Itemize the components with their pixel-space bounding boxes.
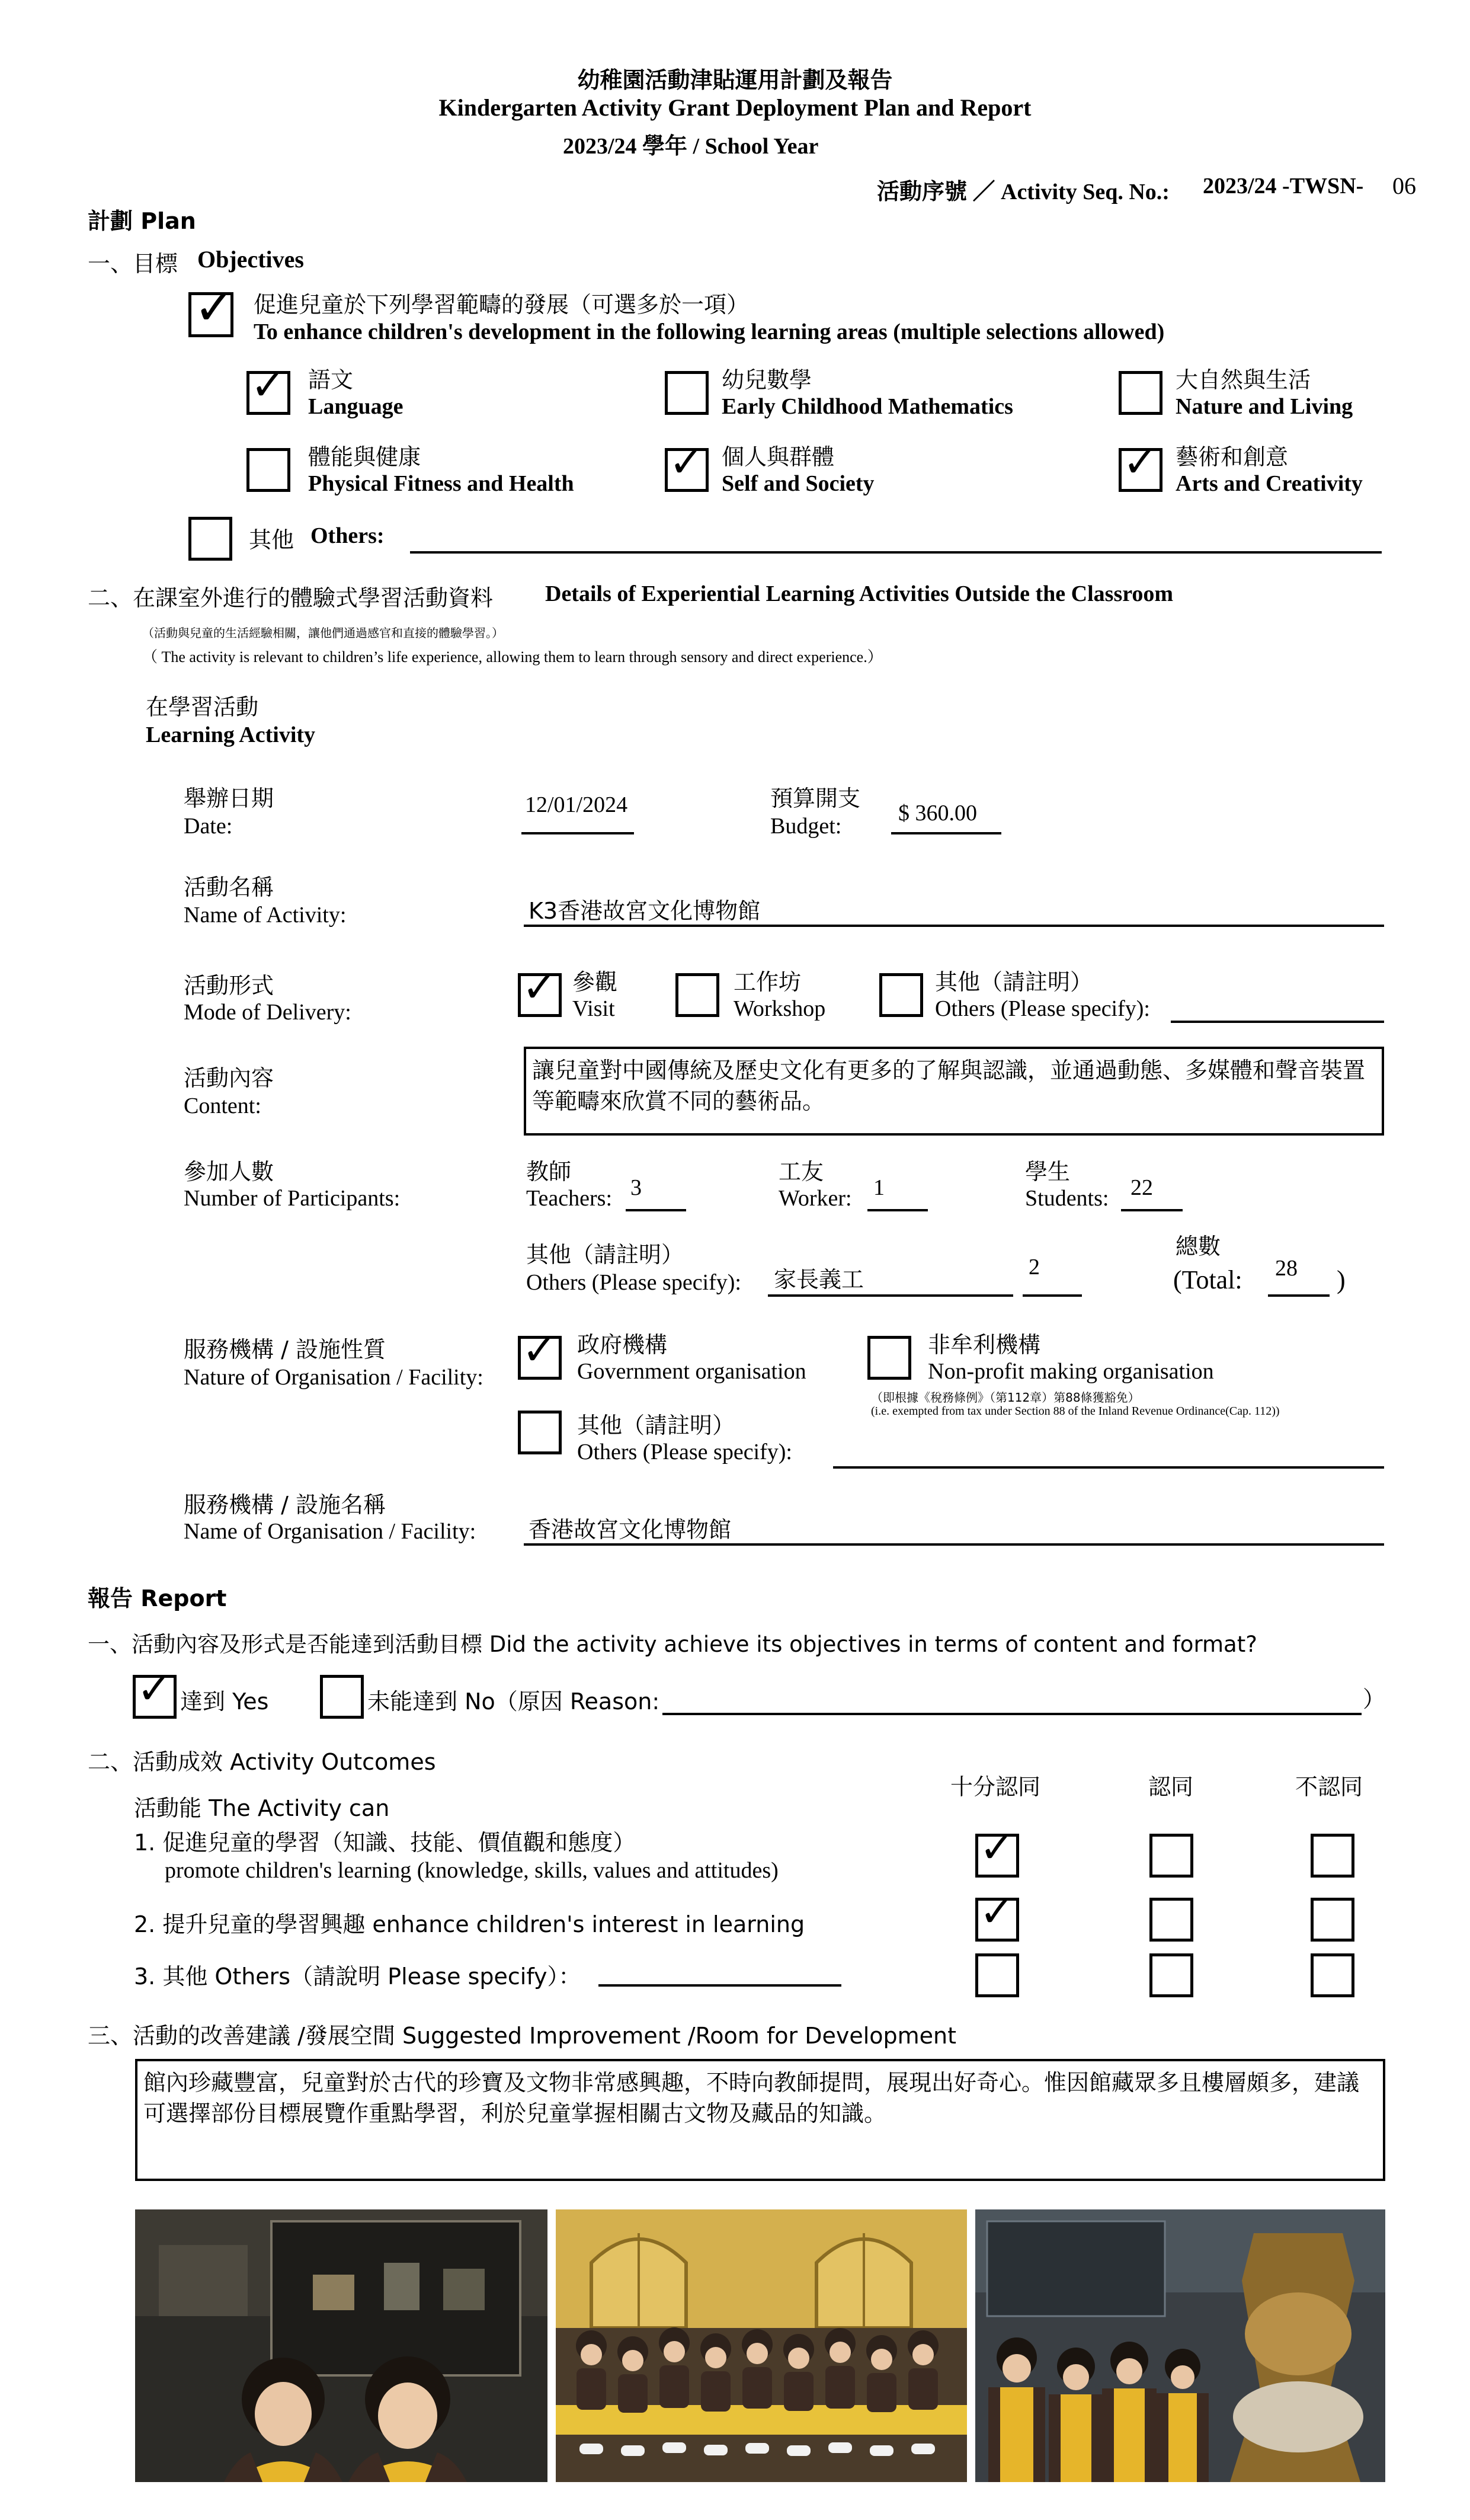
objectives-heading-zh: 一、目標	[88, 251, 178, 277]
achieve-no-checkbox[interactable]	[320, 1675, 364, 1719]
mode-workshop-zh: 工作坊	[734, 969, 802, 995]
mode-visit-zh: 參觀	[572, 969, 618, 995]
content-label-en: Content:	[184, 1093, 261, 1118]
achieve-no-label: 未能達到 No（原因 Reason:	[367, 1688, 660, 1715]
content-box[interactable]	[524, 1047, 1384, 1136]
teachers-label-en: Teachers:	[526, 1186, 613, 1211]
title-en: Kindergarten Activity Grant Deployment Plan and Report	[438, 94, 1032, 121]
details-note-zh: （活動與兒童的生活經驗相關，讓他們通過感官和直接的體驗學習。）	[142, 626, 504, 640]
npo-note-en: (i.e. exempted from tax under Section 88 of the Inland Revenue Ordinance(Cap. 112))	[871, 1405, 1280, 1418]
details-heading-zh: 二、在課室外進行的體驗式學習活動資料	[88, 585, 494, 611]
date-line	[521, 832, 634, 834]
area-math-checkbox[interactable]	[665, 371, 709, 415]
area-nature-checkbox[interactable]	[1119, 371, 1162, 415]
worker-line	[867, 1209, 928, 1211]
col-strongly-agree: 十分認同	[950, 1774, 1041, 1800]
mode-others-line[interactable]	[1171, 1021, 1384, 1023]
nature-label-zh: 服務機構 / 設施性質	[184, 1336, 386, 1363]
mode-visit-en: Visit	[572, 996, 615, 1021]
npo-note-zh: （即根據《稅務條例》（第112章）第88條獲豁免）	[871, 1390, 1140, 1405]
other-org-zh: 其他（請註明）	[577, 1412, 735, 1438]
achieve-yes-checkbox[interactable]	[133, 1665, 177, 1719]
outcome-2-strongly-agree[interactable]	[975, 1888, 1019, 1942]
others-participants-line	[1023, 1294, 1082, 1297]
outcome-1-disagree[interactable]	[1311, 1834, 1354, 1878]
outcomes-heading: 二、活動成效 Activity Outcomes	[88, 1749, 436, 1775]
outcome-3-strongly-agree[interactable]	[975, 1953, 1019, 1997]
check-mark-icon: ✓	[979, 1824, 1014, 1872]
photo-children-with-artifact	[975, 2209, 1385, 2482]
activity-seq-prefix: 2023/24 -TWSN-	[1203, 174, 1364, 199]
mode-visit-checkbox[interactable]	[518, 963, 562, 1017]
main-objective-checkbox[interactable]	[188, 278, 236, 337]
area-society-checkbox[interactable]	[665, 438, 709, 492]
outcome-3-specify-line[interactable]	[598, 1984, 841, 1987]
total-line	[1268, 1294, 1330, 1297]
total-value[interactable]: 28	[1275, 1256, 1298, 1281]
mode-workshop-en: Workshop	[734, 996, 826, 1021]
activity-can-label: 活動能 The Activity can	[134, 1795, 390, 1821]
mode-workshop-checkbox[interactable]	[675, 973, 719, 1017]
reason-close-paren: ）	[1363, 1686, 1386, 1712]
report-heading: 報告 Report	[88, 1585, 227, 1611]
photo-3-illustration	[975, 2209, 1385, 2482]
total-label-zh: 總數	[1176, 1233, 1221, 1259]
objective-others-line[interactable]	[410, 551, 1382, 554]
other-org-checkbox[interactable]	[518, 1411, 562, 1454]
area-arts-checkbox[interactable]	[1119, 438, 1162, 492]
worker-label-zh: 工友	[779, 1159, 824, 1185]
mode-others-zh: 其他（請註明）	[935, 969, 1093, 995]
check-mark-icon: ✓	[137, 1665, 172, 1713]
main-objective-zh: 促進兒童於下列學習範疇的發展（可選多於一項）	[254, 292, 750, 318]
title-zh: 幼稚園活動津貼運用計劃及報告	[577, 67, 893, 93]
main-objective-en: To enhance children's development in the following learning areas (multiple selections allowed)	[254, 319, 1165, 344]
area-language-zh: 語文	[308, 367, 354, 393]
area-nature-en: Nature and Living	[1176, 394, 1353, 419]
learning-activity-zh: 在學習活動	[146, 694, 259, 720]
content-value: 讓兒童對中國傳統及歷史文化有更多的了解與認識，並通過動態、多媒體和聲音裝置等範疇來欣賞不同的藝術品。	[532, 1057, 1366, 1114]
improvement-heading: 三、活動的改善建議 /發展空間 Suggested Improvement /Room for Development	[88, 2023, 957, 2049]
photo-two-girls-at-exhibit	[135, 2209, 547, 2482]
mode-label-en: Mode of Delivery:	[184, 1000, 351, 1025]
org-name-label-en: Name of Organisation / Facility:	[184, 1519, 476, 1544]
area-language-checkbox[interactable]	[246, 361, 290, 415]
mode-others-en: Others (Please specify):	[935, 996, 1150, 1021]
outcome-1-agree[interactable]	[1149, 1834, 1193, 1878]
activity-name-label-zh: 活動名稱	[184, 874, 274, 900]
other-org-line[interactable]	[833, 1466, 1384, 1469]
objective-others-en: Others:	[310, 523, 385, 548]
check-mark-icon: ✓	[194, 278, 236, 336]
gov-org-en: Government organisation	[577, 1359, 806, 1384]
activity-name-value[interactable]: K3香港故宮文化博物館	[529, 898, 761, 924]
learning-activity-en: Learning Activity	[146, 722, 316, 747]
content-label-zh: 活動內容	[184, 1065, 274, 1091]
area-society-en: Self and Society	[722, 471, 875, 496]
teachers-value[interactable]: 3	[630, 1175, 642, 1200]
area-physical-zh: 體能與健康	[308, 444, 421, 470]
outcome-1-en: promote children's learning (knowledge, skills, values and attitudes)	[165, 1858, 779, 1883]
students-label-zh: 學生	[1025, 1159, 1071, 1185]
participants-label-en: Number of Participants:	[184, 1186, 401, 1211]
mode-others-checkbox[interactable]	[879, 973, 923, 1017]
npo-checkbox[interactable]	[867, 1336, 911, 1380]
others-participants-value[interactable]: 2	[1029, 1255, 1040, 1280]
objective-others-zh: 其他	[249, 527, 294, 553]
area-arts-en: Arts and Creativity	[1176, 471, 1363, 496]
teachers-line	[626, 1209, 686, 1211]
school-year: 2023/24 學年 / School Year	[563, 134, 819, 159]
outcome-3-agree[interactable]	[1149, 1953, 1193, 1997]
date-label-zh: 舉辦日期	[184, 785, 274, 811]
area-math-en: Early Childhood Mathematics	[722, 394, 1013, 419]
total-label-en: (Total:	[1173, 1265, 1242, 1294]
check-mark-icon: ✓	[1123, 438, 1158, 487]
activity-seq-label: 活動序號 ／ Activity Seq. No.:	[877, 180, 1170, 204]
mode-label-zh: 活動形式	[184, 973, 274, 999]
improvement-value: 館內珍藏豐富，兒童對於古代的珍寶及文物非常感興趣，不時向教師提問，展現出好奇心。惟因館藏眾多且樓層頗多，建議可選擇部份目標展覽作重點學習，利於兒童掌握相關古文物及藏品的知識。	[143, 2070, 1360, 2126]
outcome-3-label: 3. 其他 Others（請說明 Please specify）：	[134, 1963, 581, 1990]
others-participants-desc[interactable]: 家長義工	[774, 1267, 864, 1293]
org-name-line	[524, 1543, 1384, 1546]
students-line	[1121, 1209, 1183, 1211]
students-value[interactable]: 22	[1130, 1175, 1153, 1200]
budget-value[interactable]: $ 360.00	[898, 801, 977, 826]
outcome-1-strongly-agree[interactable]	[975, 1824, 1019, 1878]
activity-name-label-en: Name of Activity:	[184, 903, 347, 928]
activity-seq-number: 06	[1392, 172, 1416, 199]
others-participants-label-zh: 其他（請註明）	[526, 1242, 684, 1268]
outcome-2-disagree[interactable]	[1311, 1898, 1354, 1942]
report-q1: 一、活動內容及形式是否能達到活動目標 Did the activity achieve its objectives in terms of content and format?	[88, 1632, 1257, 1657]
npo-en: Non-profit making organisation	[928, 1359, 1214, 1384]
photo-class-group	[556, 2209, 967, 2482]
check-mark-icon: ✓	[522, 1326, 557, 1374]
area-physical-en: Physical Fitness and Health	[308, 471, 574, 496]
budget-line	[891, 832, 1001, 834]
details-heading-en: Details of Experiential Learning Activities Outside the Classroom	[545, 581, 1174, 606]
org-name-label-zh: 服務機構 / 設施名稱	[184, 1492, 386, 1518]
worker-value[interactable]: 1	[873, 1175, 885, 1200]
gov-org-zh: 政府機構	[577, 1332, 668, 1358]
outcome-2-agree[interactable]	[1149, 1898, 1193, 1942]
check-mark-icon: ✓	[522, 963, 557, 1012]
area-physical-checkbox[interactable]	[246, 448, 290, 492]
check-mark-icon: ✓	[251, 361, 286, 410]
nature-label-en: Nature of Organisation / Facility:	[184, 1365, 483, 1390]
reason-line[interactable]	[662, 1713, 1362, 1715]
others-participants-desc-line	[768, 1294, 1013, 1297]
org-name-value[interactable]: 香港故宮文化博物館	[529, 1517, 732, 1543]
date-label-en: Date:	[184, 814, 233, 839]
col-disagree: 不認同	[1295, 1774, 1363, 1800]
others-participants-label-en: Others (Please specify):	[526, 1270, 741, 1295]
area-society-zh: 個人與群體	[722, 444, 835, 470]
area-math-zh: 幼兒數學	[722, 367, 812, 393]
col-agree: 認同	[1148, 1774, 1194, 1800]
npo-zh: 非牟利機構	[928, 1332, 1041, 1358]
budget-label-zh: 預算開支	[770, 785, 861, 811]
budget-label-en: Budget:	[770, 814, 842, 839]
area-language-en: Language	[308, 394, 403, 419]
check-mark-icon: ✓	[979, 1888, 1014, 1936]
area-arts-zh: 藝術和創意	[1176, 444, 1289, 470]
details-note-en: （ The activity is relevant to children’s life experience, allowing them to learn through sensory and direct experience.）	[142, 648, 883, 666]
photo-1-illustration	[135, 2209, 547, 2482]
students-label-en: Students:	[1025, 1186, 1109, 1211]
date-value[interactable]: 12/01/2024	[525, 792, 628, 817]
improvement-box[interactable]	[135, 2059, 1385, 2181]
objectives-heading-en: Objectives	[197, 246, 304, 273]
outcome-3-disagree[interactable]	[1311, 1953, 1354, 1997]
worker-label-en: Worker:	[779, 1186, 852, 1211]
gov-org-checkbox[interactable]	[518, 1326, 562, 1380]
other-org-en: Others (Please specify):	[577, 1440, 792, 1464]
area-nature-zh: 大自然與生活	[1176, 367, 1311, 393]
plan-heading: 計劃 Plan	[88, 208, 196, 234]
check-mark-icon: ✓	[669, 438, 704, 487]
photo-2-illustration	[556, 2209, 967, 2482]
objective-others-checkbox[interactable]	[188, 517, 232, 561]
activity-name-line	[524, 925, 1384, 927]
outcome-1-zh: 1. 促進兒童的學習（知識、技能、價值觀和態度）	[134, 1830, 636, 1856]
achieve-yes-label: 達到 Yes	[180, 1688, 269, 1715]
participants-label-zh: 參加人數	[184, 1159, 274, 1185]
outcome-2-label: 2. 提升兒童的學習興趣 enhance children's interest in learning	[134, 1911, 805, 1937]
total-close-paren: )	[1337, 1265, 1346, 1294]
teachers-label-zh: 教師	[526, 1159, 572, 1185]
